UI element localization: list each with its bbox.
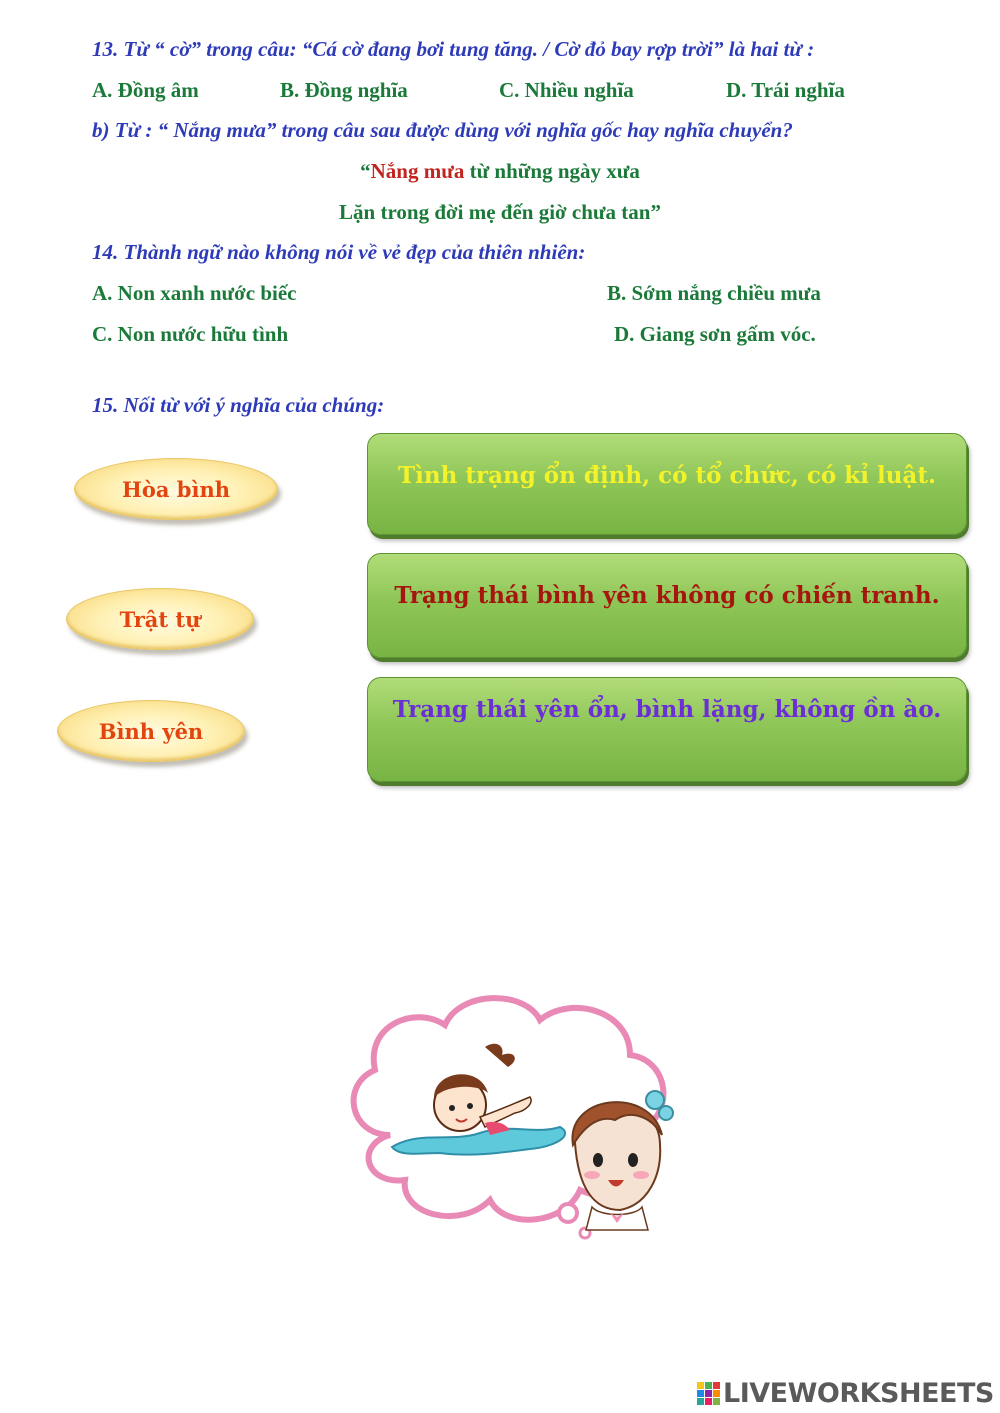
liveworksheets-logo [697,1378,994,1409]
q13-option-d: D. Trái nghĩa [726,78,845,102]
meaning-text-2: Trạng thái bình yên không có chiến tranh. [394,582,940,609]
q14-option-d: D. Giang sơn gấm vóc. [614,322,816,346]
poem-line-2: Lặn trong đời mẹ đến giờ chưa tan” [339,200,661,224]
meaning-text-3: Trạng thái yên ổn, bình lặng, không ồn ào. [392,696,942,723]
question-13: 13. Từ “ cờ” trong câu: “Cá cờ đang bơi tung tăng. / Cờ đỏ bay rợp trời” là hai từ : [92,37,815,61]
logo-text: LIVEWORKSHEETS [723,1378,994,1409]
meaning-box-2[interactable] [367,553,967,658]
liveworksheets-logo-icon [697,1382,721,1406]
girls-illustration [330,985,710,1250]
question-15: 15. Nối từ với ý nghĩa của chúng: [92,393,385,417]
q13-option-a: A. Đồng âm [92,78,199,102]
q13-option-b: B. Đồng nghĩa [280,78,408,102]
question-14: 14. Thành ngữ nào không nói về vẻ đẹp của thiên nhiên: [92,240,586,264]
meaning-box-3[interactable] [367,677,967,782]
word-pill-trat-tu[interactable]: Trật tự [66,588,254,650]
q13-option-c: C. Nhiều nghĩa [499,78,634,102]
poem-line-1 [0,159,1000,184]
poem-open-quote: “ [360,159,371,183]
word-pill-hoa-binh[interactable]: Hòa bình [74,458,278,520]
q14-option-c: C. Non nước hữu tình [92,322,289,346]
question-13b: b) Từ : “ Nắng mưa” trong câu sau được dùng với nghĩa gốc hay nghĩa chuyển? [92,118,793,142]
word-pill-binh-yen[interactable]: Bình yên [57,700,245,762]
q14-option-b: B. Sớm nắng chiều mưa [607,281,821,305]
meaning-box-1[interactable] [367,433,967,535]
meaning-text-1: Tình trạng ổn định, có tổ chức, có kỉ luật. [398,462,936,489]
poem-highlight: Nắng mưa [370,159,465,183]
poem-line-1-rest: từ những ngày xưa [464,159,640,183]
q14-option-a: A. Non xanh nước biếc [92,281,297,305]
